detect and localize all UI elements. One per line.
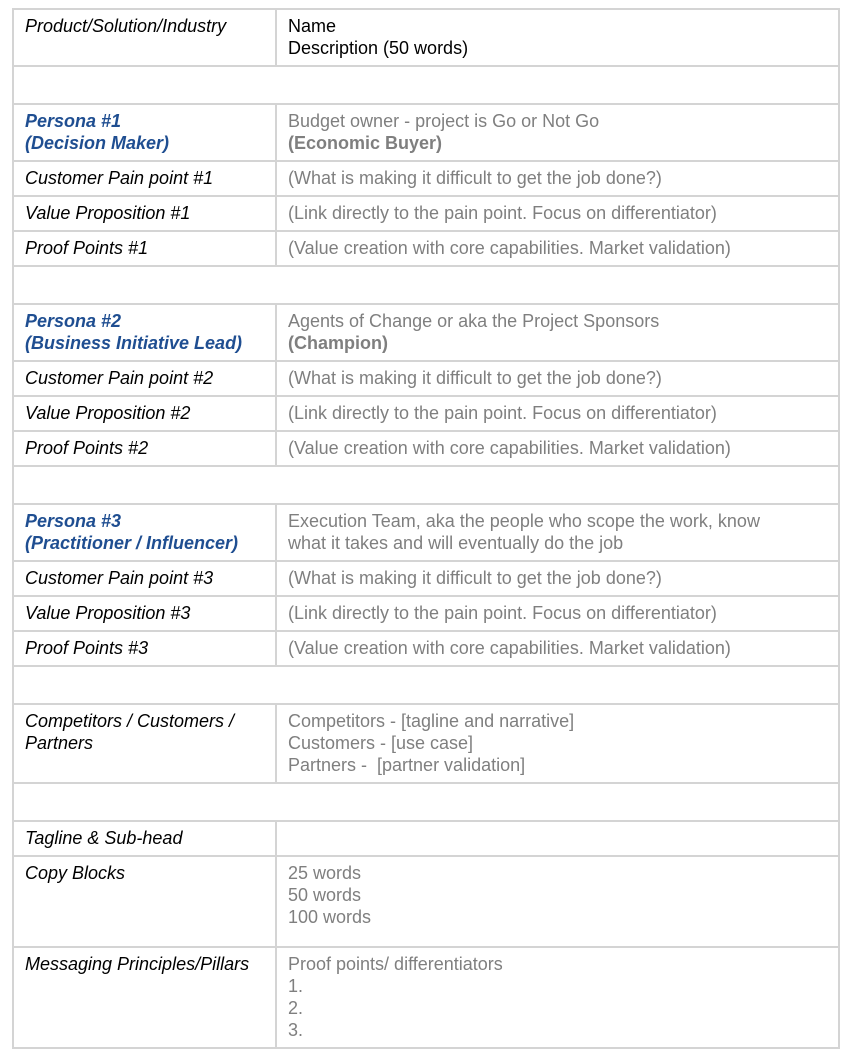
spacer-row: [13, 783, 839, 821]
row-value[interactable]: (Value creation with core capabilities. Market validation): [276, 231, 839, 266]
persona-row: [13, 304, 839, 361]
row-value[interactable]: (What is making it difficult to get the job done?): [276, 561, 839, 596]
table-row: [13, 361, 839, 396]
row-label[interactable]: Proof Points #1: [13, 231, 276, 266]
persona-description: Execution Team, aka the people who scope the work, know: [288, 511, 760, 531]
row-label[interactable]: Value Proposition #3: [13, 596, 276, 631]
pillars-label[interactable]: Messaging Principles/Pillars: [13, 947, 276, 1048]
table-row: [13, 561, 839, 596]
copy-blocks-value[interactable]: [276, 856, 839, 947]
copy-blocks-row: [13, 856, 839, 947]
ecosystem-label-line: Competitors / Customers /: [25, 711, 235, 731]
persona-description-cont: what it takes and will eventually do the job: [288, 533, 624, 553]
spacer-row: [13, 466, 839, 504]
persona-description: Budget owner - project is Go or Not Go: [288, 111, 600, 131]
row-value[interactable]: (What is making it difficult to get the job done?): [276, 161, 839, 196]
table-row: [13, 231, 839, 266]
ecosystem-label-line: Partners: [25, 733, 94, 753]
persona-role: (Champion): [288, 333, 388, 353]
name-field: Name: [288, 16, 337, 36]
tagline-row: [13, 821, 839, 856]
table-row: [13, 596, 839, 631]
messaging-framework-table: [12, 8, 840, 1049]
copy-block-line: 50 words: [288, 885, 362, 905]
persona-subtitle: (Decision Maker): [25, 133, 170, 153]
persona-role: (Economic Buyer): [288, 133, 443, 153]
persona-title-cell[interactable]: [13, 504, 276, 561]
header-row: [13, 9, 839, 66]
persona-subtitle: (Business Initiative Lead): [25, 333, 243, 353]
persona-title: Persona #3: [25, 511, 122, 531]
pillar-line: 3.: [288, 1020, 304, 1040]
table-row: [13, 161, 839, 196]
copy-blocks-label[interactable]: Copy Blocks: [13, 856, 276, 947]
description-field: Description (50 words): [288, 38, 469, 58]
table-row: [13, 431, 839, 466]
row-value[interactable]: (Value creation with core capabilities. Market validation): [276, 631, 839, 666]
persona-title-cell[interactable]: [13, 304, 276, 361]
table-row: [13, 631, 839, 666]
pillar-line: 1.: [288, 976, 304, 996]
row-value[interactable]: (What is making it difficult to get the job done?): [276, 361, 839, 396]
row-label[interactable]: Customer Pain point #2: [13, 361, 276, 396]
pillar-line: Proof points/ differentiators: [288, 954, 503, 974]
persona-description: Agents of Change or aka the Project Sponsors: [288, 311, 660, 331]
row-label[interactable]: Value Proposition #1: [13, 196, 276, 231]
spacer-row: [13, 66, 839, 104]
spacer-row: [13, 266, 839, 304]
row-value[interactable]: (Link directly to the pain point. Focus on differentiator): [276, 396, 839, 431]
persona-description-cell[interactable]: [276, 504, 839, 561]
tagline-label[interactable]: Tagline & Sub-head: [13, 821, 276, 856]
ecosystem-row: [13, 704, 839, 783]
row-value[interactable]: (Value creation with core capabilities. Market validation): [276, 431, 839, 466]
persona-title: Persona #2: [25, 311, 122, 331]
persona-description-cell[interactable]: [276, 304, 839, 361]
row-label[interactable]: Customer Pain point #3: [13, 561, 276, 596]
competitors-line: Competitors - [tagline and narrative]: [288, 711, 575, 731]
copy-block-line: 100 words: [288, 907, 372, 927]
header-label[interactable]: Product/Solution/Industry: [13, 9, 276, 66]
row-label[interactable]: Proof Points #3: [13, 631, 276, 666]
pillars-row: [13, 947, 839, 1048]
row-label[interactable]: Customer Pain point #1: [13, 161, 276, 196]
persona-subtitle: (Practitioner / Influencer): [25, 533, 239, 553]
copy-block-line: 25 words: [288, 863, 362, 883]
pillars-value[interactable]: [276, 947, 839, 1048]
spacer-row: [13, 666, 839, 704]
tagline-value[interactable]: [276, 821, 839, 856]
pillar-line: 2.: [288, 998, 304, 1018]
row-value[interactable]: (Link directly to the pain point. Focus on differentiator): [276, 596, 839, 631]
ecosystem-value[interactable]: [276, 704, 839, 783]
persona-row: [13, 104, 839, 161]
persona-description-cell[interactable]: [276, 104, 839, 161]
row-value[interactable]: (Link directly to the pain point. Focus on differentiator): [276, 196, 839, 231]
table-row: [13, 396, 839, 431]
ecosystem-label[interactable]: [13, 704, 276, 783]
header-value[interactable]: [276, 9, 839, 66]
row-label[interactable]: Proof Points #2: [13, 431, 276, 466]
customers-line: Customers - [use case]: [288, 733, 474, 753]
persona-row: [13, 504, 839, 561]
table-row: [13, 196, 839, 231]
partners-line: Partners - [partner validation]: [288, 755, 526, 775]
persona-title-cell[interactable]: [13, 104, 276, 161]
row-label[interactable]: Value Proposition #2: [13, 396, 276, 431]
persona-title: Persona #1: [25, 111, 122, 131]
